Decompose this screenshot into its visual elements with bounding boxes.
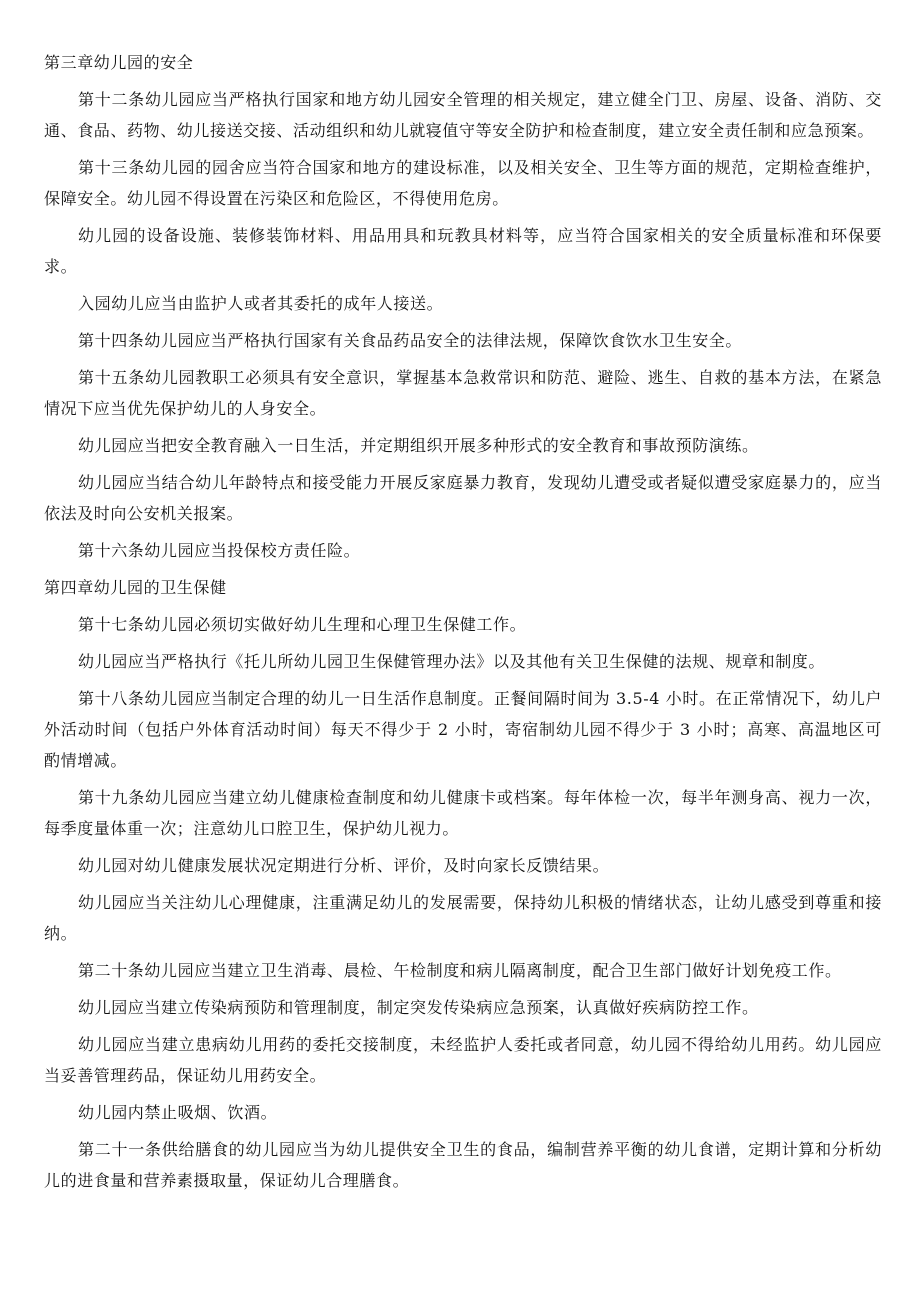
paragraph: 第十九条幼儿园应当建立幼儿健康检查制度和幼儿健康卡或档案。每年体检一次，每半年测身高、视力一次，每季度量体重一次；注意幼儿口腔卫生，保护幼儿视力。	[44, 788, 882, 838]
paragraph: 第十七条幼儿园必须切实做好幼儿生理和心理卫生保健工作。	[78, 615, 527, 634]
paragraph: 幼儿园应当严格执行《托儿所幼儿园卫生保健管理办法》以及其他有关卫生保健的法规、规章和制度。	[78, 652, 826, 671]
paragraph: 第二十条幼儿园应当建立卫生消毒、晨检、午检制度和病儿隔离制度，配合卫生部门做好计划免疫工作。	[78, 961, 842, 980]
paragraph: 第十三条幼儿园的园舍应当符合国家和地方的建设标准，以及相关安全、卫生等方面的规范，定期检查维护，保障安全。幼儿园不得设置在污染区和危险区，不得使用危房。	[44, 158, 882, 208]
chapter-heading: 第三章幼儿园的安全	[44, 53, 194, 72]
paragraph: 第十八条幼儿园应当制定合理的幼儿一日生活作息制度。正餐间隔时间为 3.5-4 小时。在正常情况下，幼儿户外活动时间（包括户外体育活动时间）每天不得少于 2 小时，寄宿制幼儿园不得少于 3 小时；高寒、高温地区可酌情增减。	[44, 689, 882, 770]
paragraph: 第十五条幼儿园教职工必须具有安全意识，掌握基本急救常识和防范、避险、逃生、自救的基本方法，在紧急情况下应当优先保护幼儿的人身安全。	[44, 368, 882, 418]
paragraph: 幼儿园应当结合幼儿年龄特点和接受能力开展反家庭暴力教育，发现幼儿遭受或者疑似遭受家庭暴力的，应当依法及时向公安机关报案。	[44, 473, 882, 523]
paragraph: 第十六条幼儿园应当投保校方责任险。	[78, 541, 361, 560]
paragraph: 幼儿园应当关注幼儿心理健康，注重满足幼儿的发展需要，保持幼儿积极的情绪状态，让幼儿感受到尊重和接纳。	[44, 893, 882, 943]
paragraph: 幼儿园应当把安全教育融入一日生活，并定期组织开展多种形式的安全教育和事故预防演练。	[78, 436, 759, 455]
paragraph: 第十二条幼儿园应当严格执行国家和地方幼儿园安全管理的相关规定，建立健全门卫、房屋、设备、消防、交通、食品、药物、幼儿接送交接、活动组织和幼儿就寝值守等安全防护和检查制度，建立安全责任制和应急预案。	[44, 90, 882, 140]
paragraph: 第二十一条供给膳食的幼儿园应当为幼儿提供安全卫生的食品，编制营养平衡的幼儿食谱，定期计算和分析幼儿的进食量和营养素摄取量，保证幼儿合理膳食。	[44, 1140, 882, 1190]
paragraph: 幼儿园的设备设施、装修装饰材料、用品用具和玩教具材料等，应当符合国家相关的安全质量标准和环保要求。	[44, 226, 882, 276]
chapter-heading: 第四章幼儿园的卫生保健	[44, 578, 227, 597]
paragraph: 幼儿园内禁止吸烟、饮酒。	[78, 1103, 278, 1122]
paragraph: 幼儿园对幼儿健康发展状况定期进行分析、评价，及时向家长反馈结果。	[78, 856, 610, 875]
paragraph: 入园幼儿应当由监护人或者其委托的成年人接送。	[78, 294, 444, 313]
paragraph: 第十四条幼儿园应当严格执行国家有关食品药品安全的法律法规，保障饮食饮水卫生安全。	[78, 331, 743, 350]
paragraph: 幼儿园应当建立传染病预防和管理制度，制定突发传染病应急预案，认真做好疾病防控工作。	[78, 998, 759, 1017]
paragraph: 幼儿园应当建立患病幼儿用药的委托交接制度，未经监护人委托或者同意，幼儿园不得给幼儿用药。幼儿园应当妥善管理药品，保证幼儿用药安全。	[44, 1035, 882, 1085]
